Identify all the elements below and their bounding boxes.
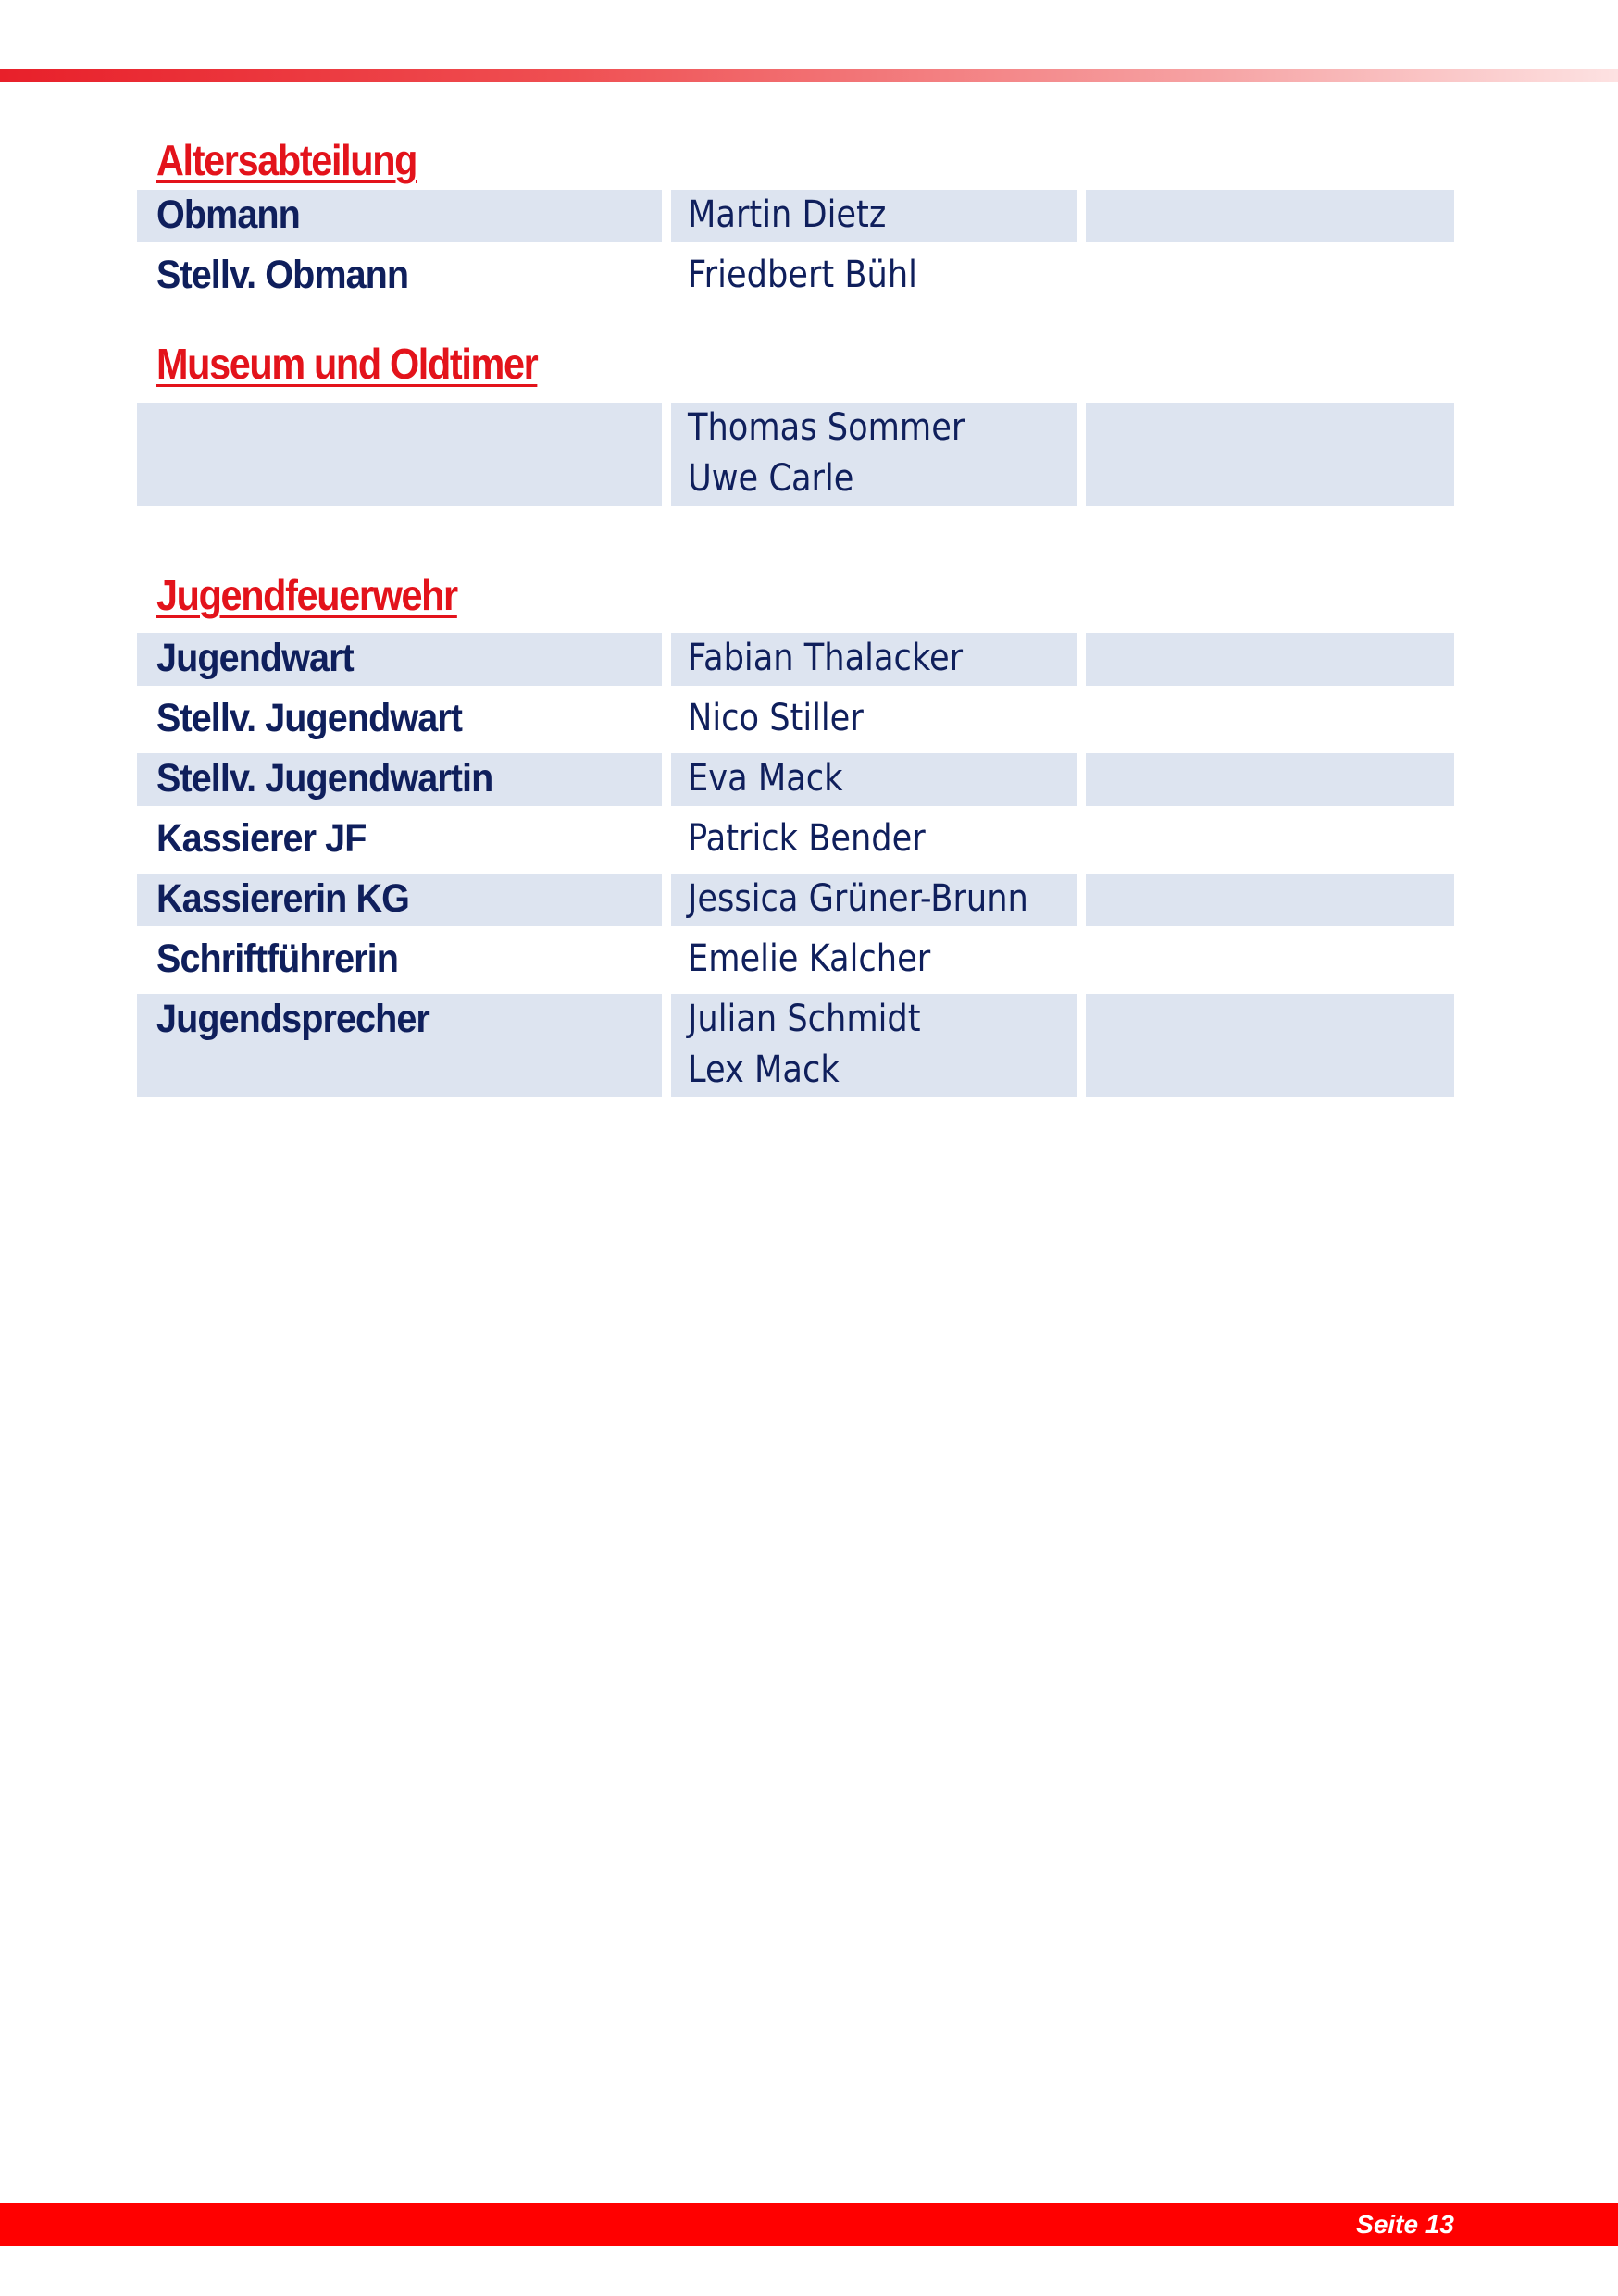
role-label: Stellv. Jugendwart (156, 696, 463, 740)
person-name: Jessica Grüner-Brunn (688, 877, 1028, 920)
role-label: Kassiererin KG (156, 876, 409, 921)
page-number: Seite 13 (1356, 2210, 1454, 2239)
person-name: Nico Stiller (688, 697, 864, 739)
role-label: Kassierer JF (156, 816, 367, 861)
person-name: Uwe Carle (688, 457, 854, 500)
empty-cell (1086, 934, 1454, 987)
table-row (137, 813, 1454, 866)
table-row (137, 190, 1454, 242)
empty-cell (1086, 813, 1454, 866)
table-row (137, 874, 1454, 926)
role-label: Jugendwart (156, 636, 354, 680)
section-heading-altersabteilung: Altersabteilung (156, 136, 417, 184)
empty-cell (1086, 994, 1454, 1097)
table-row (137, 250, 1454, 303)
role-label: Schriftführerin (156, 937, 398, 981)
section-heading-jugendfeuerwehr: Jugendfeuerwehr (156, 571, 457, 619)
table-row (137, 994, 1454, 1097)
person-name: Emelie Kalcher (688, 937, 931, 980)
person-name: Friedbert Bühl (688, 254, 917, 296)
footer-bar (0, 2203, 1618, 2246)
empty-cell (1086, 190, 1454, 242)
person-name: Lex Mack (688, 1049, 840, 1091)
table-row (137, 633, 1454, 686)
header-accent-bar (0, 69, 1618, 82)
empty-cell (1086, 874, 1454, 926)
table-row (137, 693, 1454, 746)
role-label: Jugendsprecher (156, 997, 429, 1041)
table-row (137, 934, 1454, 987)
person-name: Thomas Sommer (688, 406, 965, 449)
section-heading-museum-und-oldtimer: Museum und Oldtimer (156, 340, 538, 388)
role-label: Stellv. Jugendwartin (156, 756, 493, 800)
table-row (137, 753, 1454, 806)
role-label: Stellv. Obmann (156, 253, 409, 297)
table-row (137, 403, 1454, 506)
person-name: Eva Mack (688, 757, 843, 800)
empty-cell (1086, 250, 1454, 303)
role-label: Obmann (156, 192, 300, 237)
empty-cell (1086, 693, 1454, 746)
person-name: Patrick Bender (688, 817, 926, 860)
person-name: Martin Dietz (688, 193, 887, 236)
empty-cell (1086, 403, 1454, 506)
person-name: Fabian Thalacker (688, 637, 964, 679)
empty-cell (1086, 753, 1454, 806)
empty-cell (1086, 633, 1454, 686)
person-name: Julian Schmidt (688, 998, 921, 1040)
